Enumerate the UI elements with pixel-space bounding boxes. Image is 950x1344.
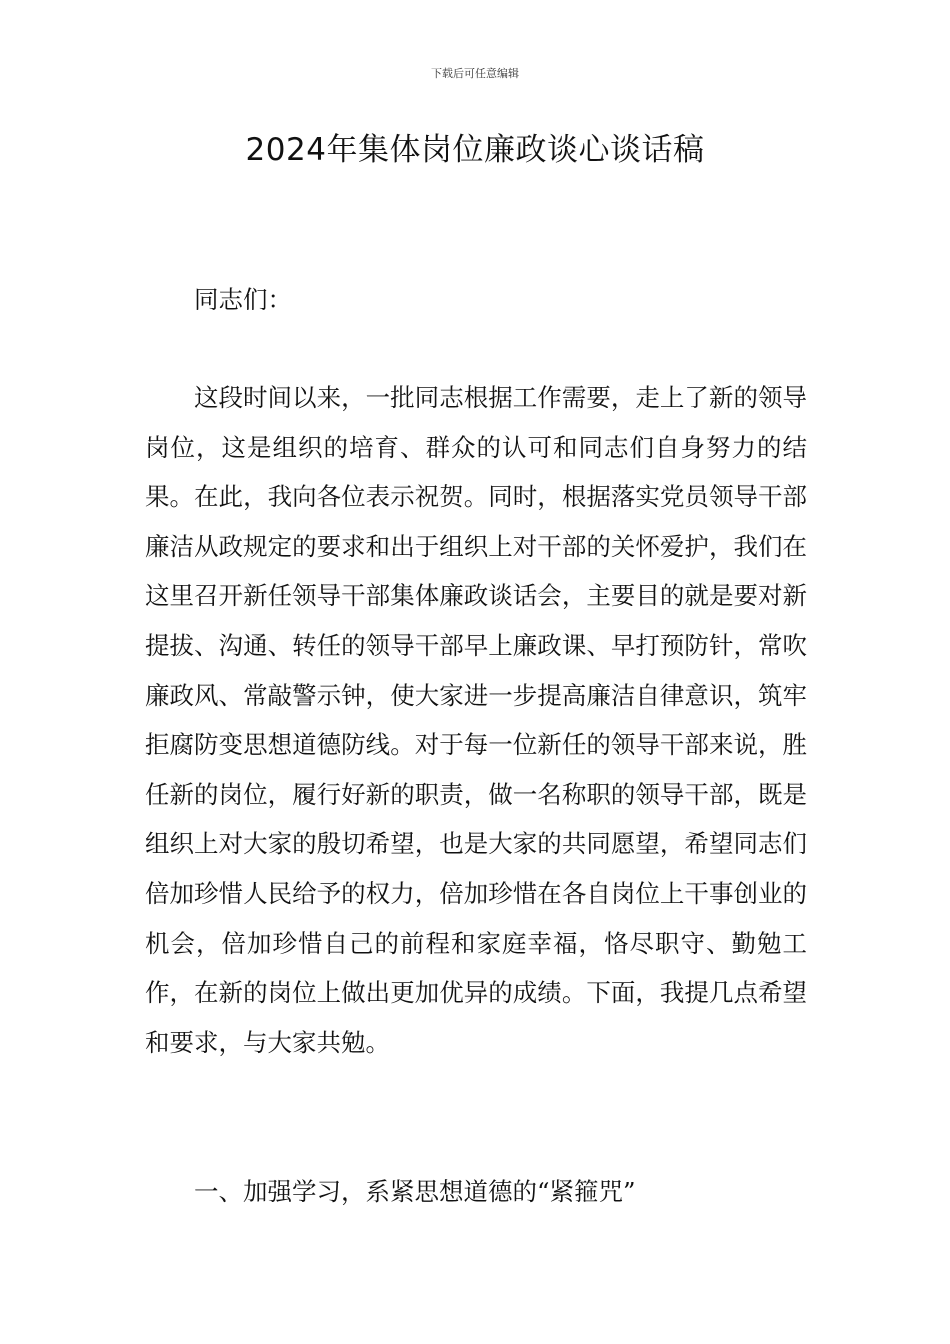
section-heading: 一、加强学习，系紧思想道德的“紧箍咒” xyxy=(194,1177,636,1206)
body-paragraph: 这段时间以来，一批同志根据工作需要，走上了新的领导岗位，这是组织的培育、群众的认可和同志们自身努力的结果。在此，我向各位表示祝贺。同时，根据落实党员领导干部廉洁从政规定的要求和出于组织上对干部的关怀爱护，我们在这里召开新任领导干部集体廉政谈话会，主要目的就是要对新提拔、沟通、转任的领导干部早上廉政课、早打预防针，常吹廉政风、常敲警示钟，使大家进一步提高廉洁自律意识，筑牢拒腐防变思想道德防线。对于每一位新任的领导干部来说，胜任新的岗位，履行好新的职责，做一名称职的领导干部，既是组织上对大家的殷切希望，也是大家的共同愿望，希望同志们倍加珍惜人民给予的权力，倍加珍惜在各自岗位上干事创业的机会，倍加珍惜自己的前程和家庭幸福，恪尽职守、勤勉工作，在新的岗位上做出更加优异的成绩。下面，我提几点希望和要求，与大家共勉。 xyxy=(145,383,807,1057)
document-title: 2024年集体岗位廉政谈心谈话稿 xyxy=(245,132,705,168)
greeting: 同志们： xyxy=(194,285,292,314)
header-note: 下载后可任意编辑 xyxy=(431,67,519,80)
